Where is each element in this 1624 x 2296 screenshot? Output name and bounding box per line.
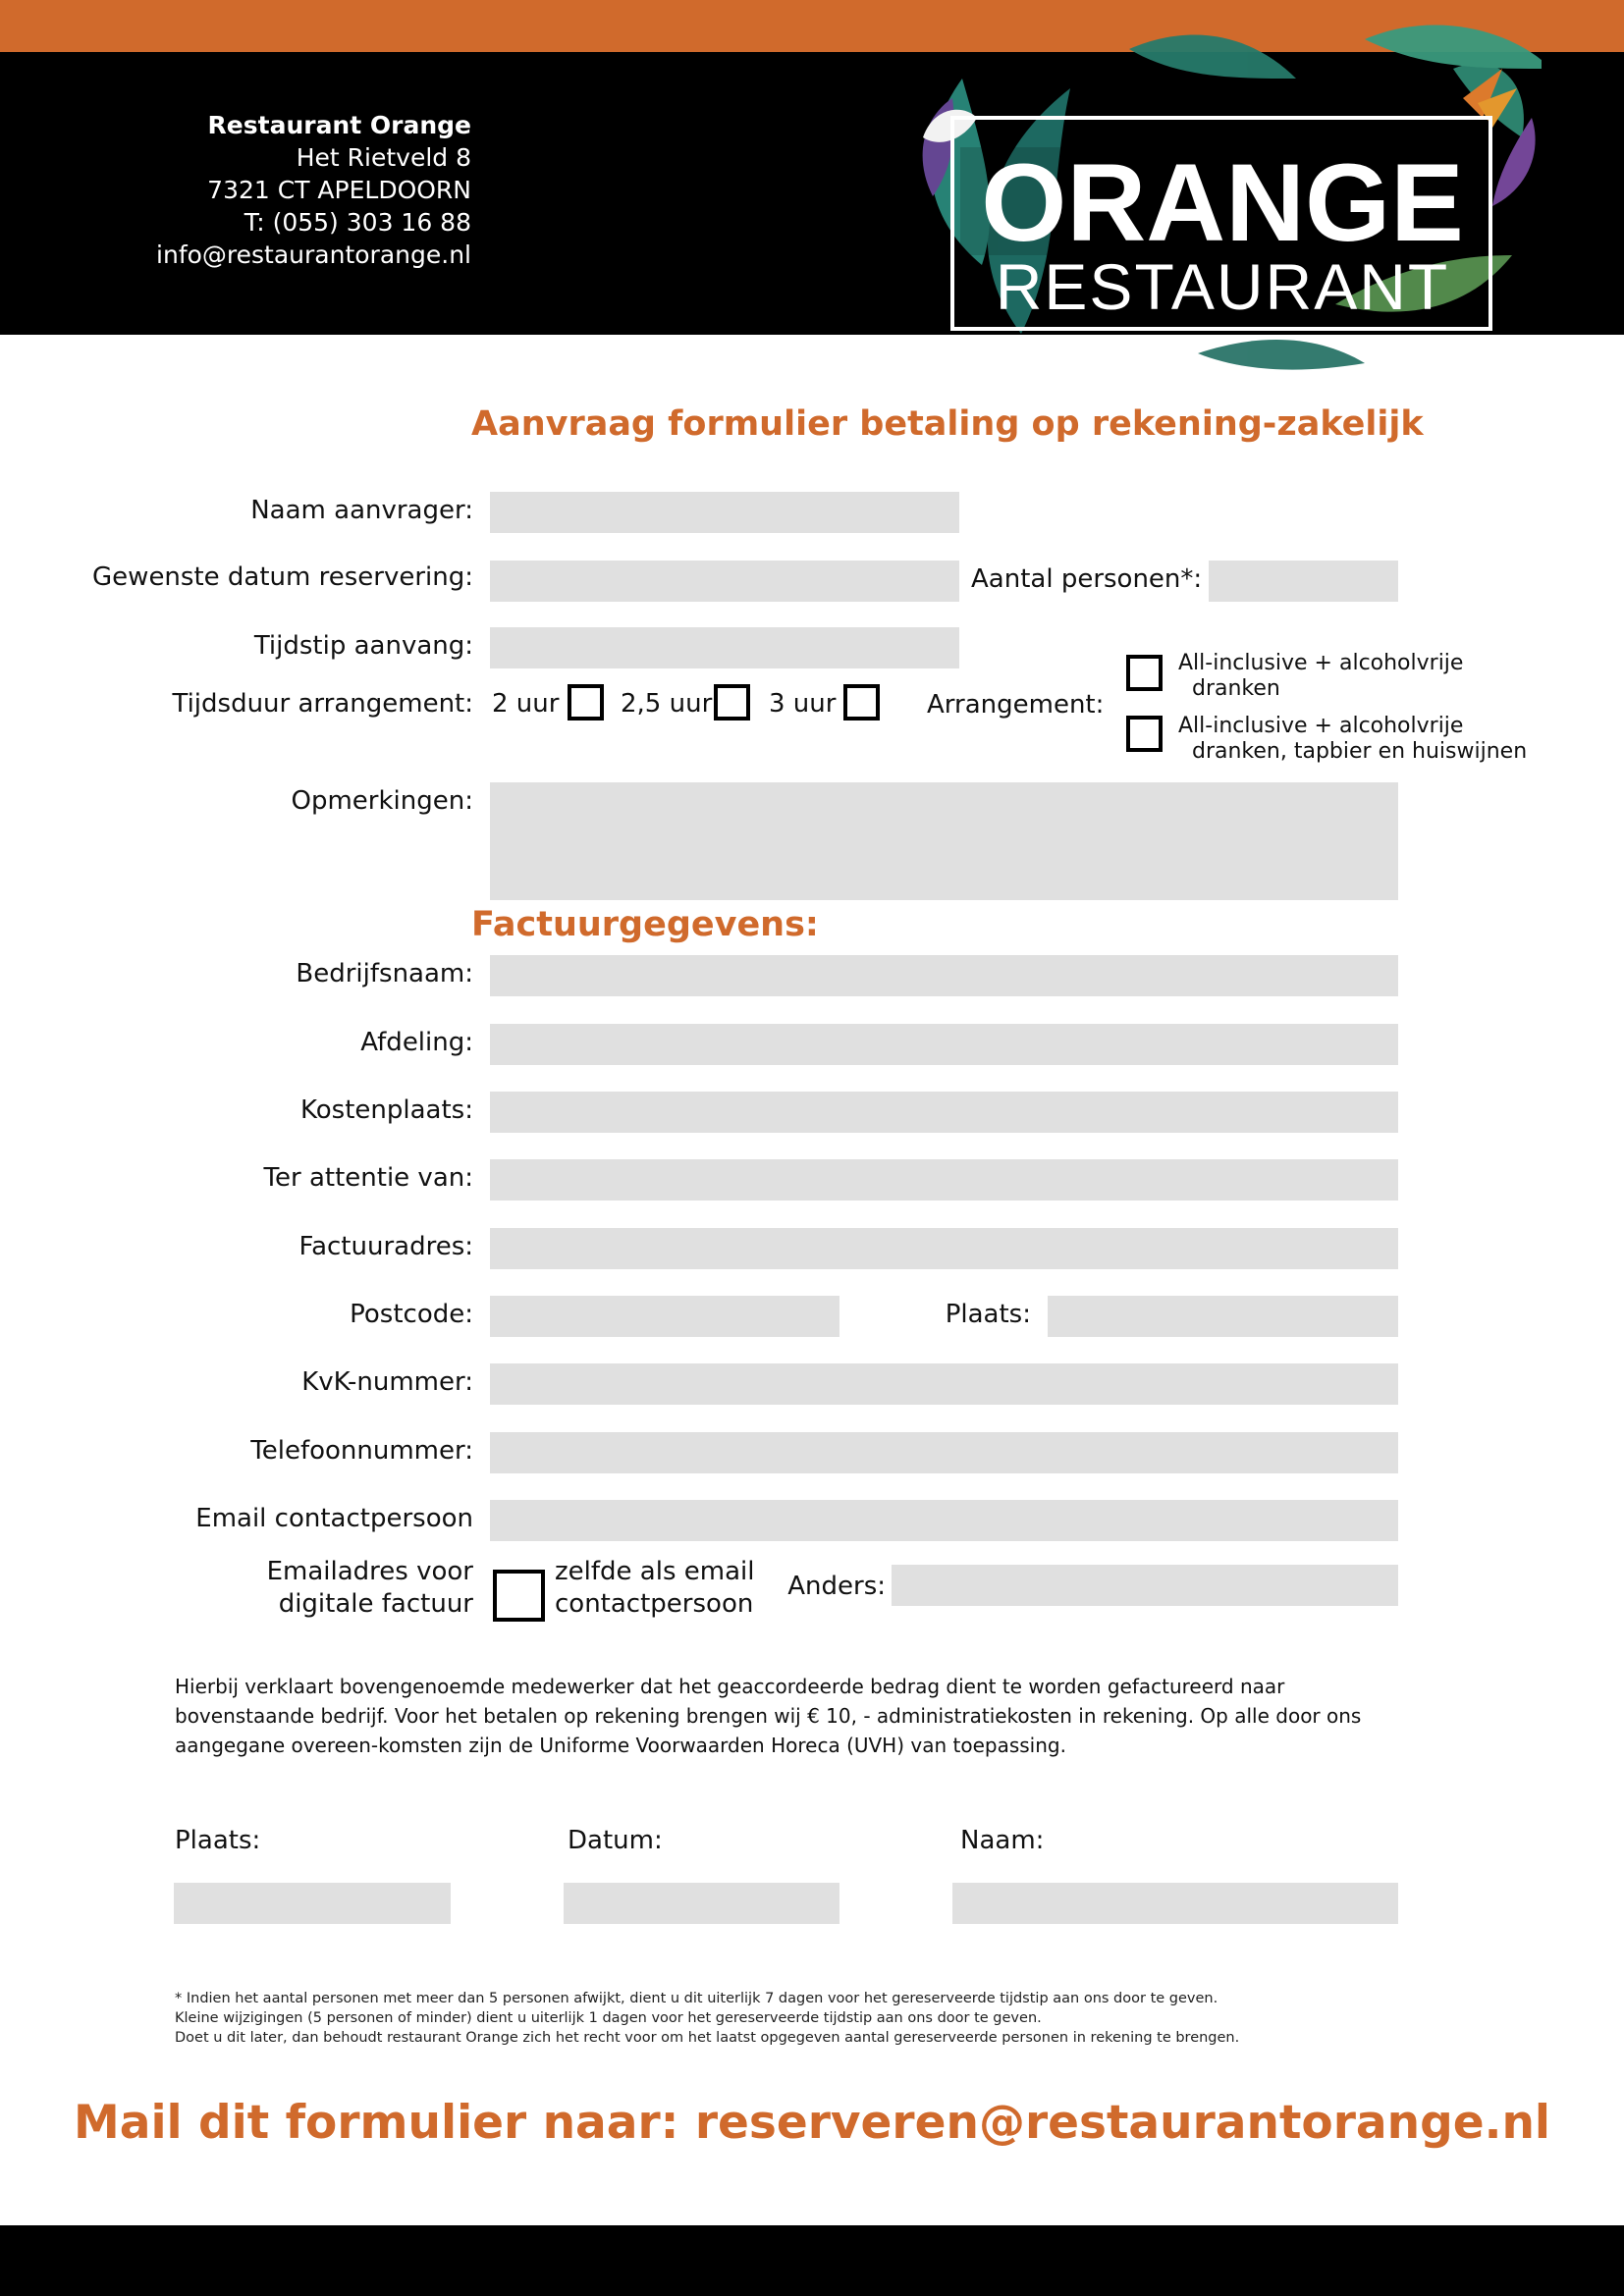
- arrangement-option1-checkbox[interactable]: [1126, 655, 1163, 691]
- duur-25-label: 2,5 uur: [621, 689, 713, 719]
- address-email: info@restaurantorange.nl: [156, 240, 471, 269]
- arrangement-option2-line2: dranken, tapbier en huiswijnen: [1192, 739, 1528, 764]
- digitale-factuur-line1: Emailadres voor: [266, 1557, 473, 1586]
- personen-label: Aantal personen*:: [971, 564, 1203, 594]
- arrangement-option2-checkbox[interactable]: [1126, 716, 1163, 752]
- orange-restaurant-logo: [903, 10, 1542, 373]
- footnote-line3: Doet u dit later, dan behoudt restaurant Orange zich het recht voor om het laatst opgegeven aantal gereserveerde personen in rekening te brengen.: [175, 2030, 1240, 2046]
- arrangement-option2-line1: All-inclusive + alcoholvrije: [1178, 714, 1464, 738]
- naam-label: Naam aanvrager:: [250, 496, 473, 525]
- email-contact-label: Email contactpersoon: [195, 1504, 473, 1533]
- tijdstip-input[interactable]: [490, 627, 959, 668]
- arrangement-option2-label: [1178, 714, 1527, 765]
- arrangement-label: Arrangement:: [927, 690, 1105, 720]
- duur-25-checkbox[interactable]: [714, 684, 750, 721]
- duur-2-checkbox[interactable]: [568, 684, 604, 721]
- footnotes: [175, 1989, 1451, 2048]
- kostenplaats-input[interactable]: [490, 1092, 1398, 1133]
- anders-label: Anders:: [787, 1572, 886, 1601]
- digitale-factuur-line2: digitale factuur: [278, 1589, 473, 1619]
- tijdsduur-label: Tijdsduur arrangement:: [172, 689, 473, 719]
- zelfde-email-line1: zelfde als email: [555, 1557, 755, 1586]
- opmerkingen-label: Opmerkingen:: [291, 786, 473, 816]
- factuuradres-input[interactable]: [490, 1228, 1398, 1269]
- afdeling-input[interactable]: [490, 1024, 1398, 1065]
- signature-datum-label: Datum:: [568, 1826, 663, 1855]
- arrangement-option1-line2: dranken: [1192, 676, 1280, 701]
- restaurant-name: Restaurant Orange: [207, 111, 471, 139]
- duur-2-label: 2 uur: [492, 689, 560, 719]
- telefoon-label: Telefoonnummer:: [250, 1436, 473, 1466]
- zelfde-email-label: [555, 1556, 754, 1621]
- postcode-input[interactable]: [490, 1296, 839, 1337]
- kvk-input[interactable]: [490, 1363, 1398, 1405]
- signature-datum-input[interactable]: [564, 1883, 839, 1924]
- zelfde-email-line2: contactpersoon: [555, 1589, 754, 1619]
- logo-word-orange: ORANGE: [981, 141, 1464, 264]
- kvk-label: KvK-nummer:: [301, 1367, 473, 1397]
- email-contact-input[interactable]: [490, 1500, 1398, 1541]
- declaration-text: Hierbij verklaart bovengenoemde medewerker dat het geaccordeerde bedrag dient te worden gefactureerd naar bovenstaande bedrijf. Voor het betalen op rekening brengen wij € 10, - administratiekosten in rekening. Op alle door ons aangegane overeen-komsten zijn de Uniforme Voorwaarden Horeca (UVH) van toepassing.: [175, 1675, 1362, 1757]
- attentie-label: Ter attentie van:: [263, 1163, 473, 1193]
- footnote-line2: Kleine wijzigingen (5 personen of minder) dient u uiterlijk 1 dagen voor het gereserveerde tijdstip aan ons door te geven.: [175, 2010, 1042, 2026]
- plaats-input[interactable]: [1048, 1296, 1398, 1337]
- anders-input[interactable]: [892, 1565, 1398, 1606]
- bottom-bar: [0, 2225, 1624, 2296]
- mail-instruction: Mail dit formulier naar: reserveren@restaurantorange.nl: [73, 2096, 1551, 2150]
- factuuradres-label: Factuuradres:: [298, 1232, 473, 1261]
- signature-naam-input[interactable]: [952, 1883, 1398, 1924]
- telefoon-input[interactable]: [490, 1432, 1398, 1473]
- plaats-label: Plaats:: [945, 1300, 1031, 1329]
- restaurant-address: [156, 109, 471, 271]
- datum-input[interactable]: [490, 561, 959, 602]
- logo-word-restaurant: RESTAURANT: [995, 250, 1450, 323]
- datum-label: Gewenste datum reservering:: [92, 562, 473, 592]
- signature-naam-label: Naam:: [960, 1826, 1045, 1855]
- bedrijf-label: Bedrijfsnaam:: [296, 959, 473, 988]
- attentie-input[interactable]: [490, 1159, 1398, 1201]
- address-phone: T: (055) 303 16 88: [244, 208, 471, 237]
- digitale-factuur-label: [267, 1556, 473, 1621]
- arrangement-option1-label: [1178, 651, 1463, 702]
- zelfde-email-checkbox[interactable]: [493, 1570, 545, 1622]
- signature-plaats-input[interactable]: [174, 1883, 451, 1924]
- naam-input[interactable]: [490, 492, 959, 533]
- address-street: Het Rietveld 8: [296, 143, 471, 172]
- footnote-line1: * Indien het aantal personen met meer dan 5 personen afwijkt, dient u dit uiterlijk 7 dagen voor het gereserveerde tijdstip aan ons door te geven.: [175, 1991, 1218, 2006]
- duur-3-label: 3 uur: [769, 689, 837, 719]
- opmerkingen-textarea[interactable]: [490, 782, 1398, 900]
- signature-plaats-label: Plaats:: [175, 1826, 261, 1855]
- personen-input[interactable]: [1209, 561, 1398, 602]
- duur-3-checkbox[interactable]: [843, 684, 880, 721]
- tijdstip-label: Tijdstip aanvang:: [253, 631, 473, 661]
- postcode-label: Postcode:: [350, 1300, 473, 1329]
- factuurgegevens-title: Factuurgegevens:: [471, 905, 819, 944]
- bedrijf-input[interactable]: [490, 955, 1398, 996]
- kostenplaats-label: Kostenplaats:: [300, 1095, 473, 1125]
- form-title: Aanvraag formulier betaling op rekening-zakelijk: [471, 404, 1424, 444]
- address-city: 7321 CT APELDOORN: [207, 176, 471, 204]
- afdeling-label: Afdeling:: [360, 1028, 473, 1057]
- arrangement-option1-line1: All-inclusive + alcoholvrije: [1178, 651, 1464, 675]
